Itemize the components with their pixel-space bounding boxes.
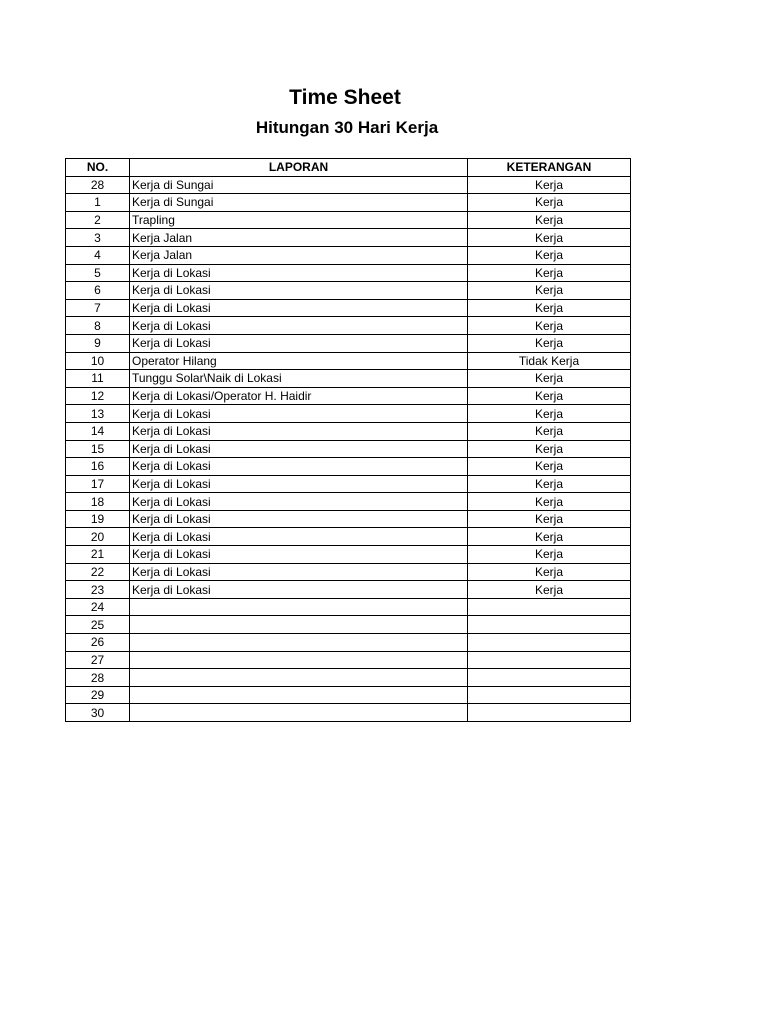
cell-laporan: Kerja di Lokasi (130, 510, 468, 528)
table-row (66, 282, 631, 300)
cell-keterangan: Kerja (468, 563, 631, 581)
table-row (66, 616, 631, 634)
table-row (66, 563, 631, 581)
cell-keterangan: Kerja (468, 387, 631, 405)
table-row (66, 229, 631, 247)
cell-laporan (130, 651, 468, 669)
table-row (66, 246, 631, 264)
cell-keterangan: Kerja (468, 528, 631, 546)
table-row (66, 546, 631, 564)
table-row (66, 194, 631, 212)
cell-laporan: Kerja di Lokasi (130, 581, 468, 599)
cell-laporan: Kerja di Lokasi (130, 405, 468, 423)
table-row (66, 475, 631, 493)
cell-laporan: Kerja Jalan (130, 229, 468, 247)
cell-no: 6 (66, 282, 130, 300)
table-row (66, 669, 631, 687)
table-row (66, 581, 631, 599)
cell-keterangan: Kerja (468, 176, 631, 194)
table-row (66, 634, 631, 652)
cell-laporan (130, 669, 468, 687)
table-row (66, 422, 631, 440)
cell-laporan: Kerja di Lokasi (130, 334, 468, 352)
table-row (66, 458, 631, 476)
cell-no: 7 (66, 299, 130, 317)
cell-keterangan: Kerja (468, 546, 631, 564)
cell-no: 28 (66, 669, 130, 687)
cell-keterangan (468, 598, 631, 616)
cell-no: 29 (66, 686, 130, 704)
cell-keterangan: Kerja (468, 475, 631, 493)
header-keterangan: KETERANGAN (468, 159, 631, 177)
cell-laporan: Kerja di Lokasi (130, 317, 468, 335)
cell-no: 16 (66, 458, 130, 476)
cell-no: 25 (66, 616, 130, 634)
table-row (66, 387, 631, 405)
table-row (66, 317, 631, 335)
cell-laporan (130, 616, 468, 634)
cell-keterangan: Tidak Kerja (468, 352, 631, 370)
cell-keterangan: Kerja (468, 405, 631, 423)
cell-no: 11 (66, 370, 130, 388)
table-row (66, 440, 631, 458)
cell-laporan: Kerja di Lokasi (130, 493, 468, 511)
header-no: NO. (66, 159, 130, 177)
cell-laporan (130, 634, 468, 652)
table-row (66, 704, 631, 722)
cell-no: 23 (66, 581, 130, 599)
cell-laporan: Kerja di Lokasi (130, 264, 468, 282)
header-laporan: LAPORAN (130, 159, 468, 177)
cell-keterangan: Kerja (468, 282, 631, 300)
cell-no: 21 (66, 546, 130, 564)
cell-keterangan: Kerja (468, 229, 631, 247)
cell-no: 8 (66, 317, 130, 335)
cell-keterangan: Kerja (468, 510, 631, 528)
table-row (66, 176, 631, 194)
cell-no: 22 (66, 563, 130, 581)
cell-no: 1 (66, 194, 130, 212)
cell-no: 12 (66, 387, 130, 405)
cell-laporan: Kerja di Sungai (130, 176, 468, 194)
cell-no: 15 (66, 440, 130, 458)
table-row (66, 334, 631, 352)
cell-keterangan: Kerja (468, 458, 631, 476)
table-row (66, 528, 631, 546)
cell-no: 2 (66, 211, 130, 229)
cell-keterangan (468, 634, 631, 652)
cell-no: 14 (66, 422, 130, 440)
table-row (66, 299, 631, 317)
cell-keterangan: Kerja (468, 317, 631, 335)
table-row (66, 264, 631, 282)
table-row (66, 493, 631, 511)
cell-keterangan (468, 686, 631, 704)
cell-keterangan: Kerja (468, 299, 631, 317)
cell-keterangan (468, 651, 631, 669)
table-row (66, 510, 631, 528)
cell-no: 20 (66, 528, 130, 546)
table-row (66, 211, 631, 229)
cell-laporan: Kerja Jalan (130, 246, 468, 264)
cell-keterangan: Kerja (468, 264, 631, 282)
cell-keterangan (468, 704, 631, 722)
cell-keterangan: Kerja (468, 493, 631, 511)
cell-keterangan: Kerja (468, 440, 631, 458)
cell-laporan: Kerja di Lokasi (130, 422, 468, 440)
cell-laporan: Kerja di Lokasi (130, 458, 468, 476)
cell-no: 26 (66, 634, 130, 652)
cell-laporan (130, 686, 468, 704)
cell-no: 24 (66, 598, 130, 616)
cell-no: 30 (66, 704, 130, 722)
table-row (66, 651, 631, 669)
cell-laporan (130, 598, 468, 616)
cell-no: 4 (66, 246, 130, 264)
cell-laporan: Kerja di Lokasi (130, 546, 468, 564)
cell-laporan: Operator Hilang (130, 352, 468, 370)
cell-keterangan: Kerja (468, 211, 631, 229)
cell-no: 28 (66, 176, 130, 194)
document-title: Time Sheet (289, 86, 401, 109)
cell-keterangan: Kerja (468, 581, 631, 599)
cell-no: 27 (66, 651, 130, 669)
cell-laporan: Kerja di Lokasi (130, 475, 468, 493)
table-header (66, 159, 631, 177)
cell-laporan: Kerja di Lokasi/Operator H. Haidir (130, 387, 468, 405)
cell-keterangan (468, 669, 631, 687)
cell-no: 10 (66, 352, 130, 370)
table-row (66, 405, 631, 423)
cell-laporan: Kerja di Lokasi (130, 528, 468, 546)
cell-keterangan: Kerja (468, 194, 631, 212)
cell-laporan (130, 704, 468, 722)
cell-no: 19 (66, 510, 130, 528)
cell-keterangan: Kerja (468, 422, 631, 440)
cell-keterangan: Kerja (468, 334, 631, 352)
cell-no: 13 (66, 405, 130, 423)
cell-no: 17 (66, 475, 130, 493)
cell-no: 18 (66, 493, 130, 511)
cell-keterangan: Kerja (468, 370, 631, 388)
cell-laporan: Kerja di Lokasi (130, 299, 468, 317)
cell-no: 5 (66, 264, 130, 282)
document-subtitle: Hitungan 30 Hari Kerja (255, 118, 439, 137)
cell-laporan: Kerja di Lokasi (130, 440, 468, 458)
table-body (66, 176, 631, 721)
cell-laporan: Kerja di Lokasi (130, 563, 468, 581)
table-row (66, 370, 631, 388)
time-sheet-table (65, 158, 631, 722)
header-row (66, 159, 631, 177)
cell-laporan: Kerja di Sungai (130, 194, 468, 212)
cell-laporan: Tunggu Solar\Naik di Lokasi (130, 370, 468, 388)
table-row (66, 598, 631, 616)
cell-laporan: Kerja di Lokasi (130, 282, 468, 300)
table-row (66, 686, 631, 704)
cell-keterangan: Kerja (468, 246, 631, 264)
table-row (66, 352, 631, 370)
cell-laporan: Trapling (130, 211, 468, 229)
cell-keterangan (468, 616, 631, 634)
cell-no: 3 (66, 229, 130, 247)
cell-no: 9 (66, 334, 130, 352)
